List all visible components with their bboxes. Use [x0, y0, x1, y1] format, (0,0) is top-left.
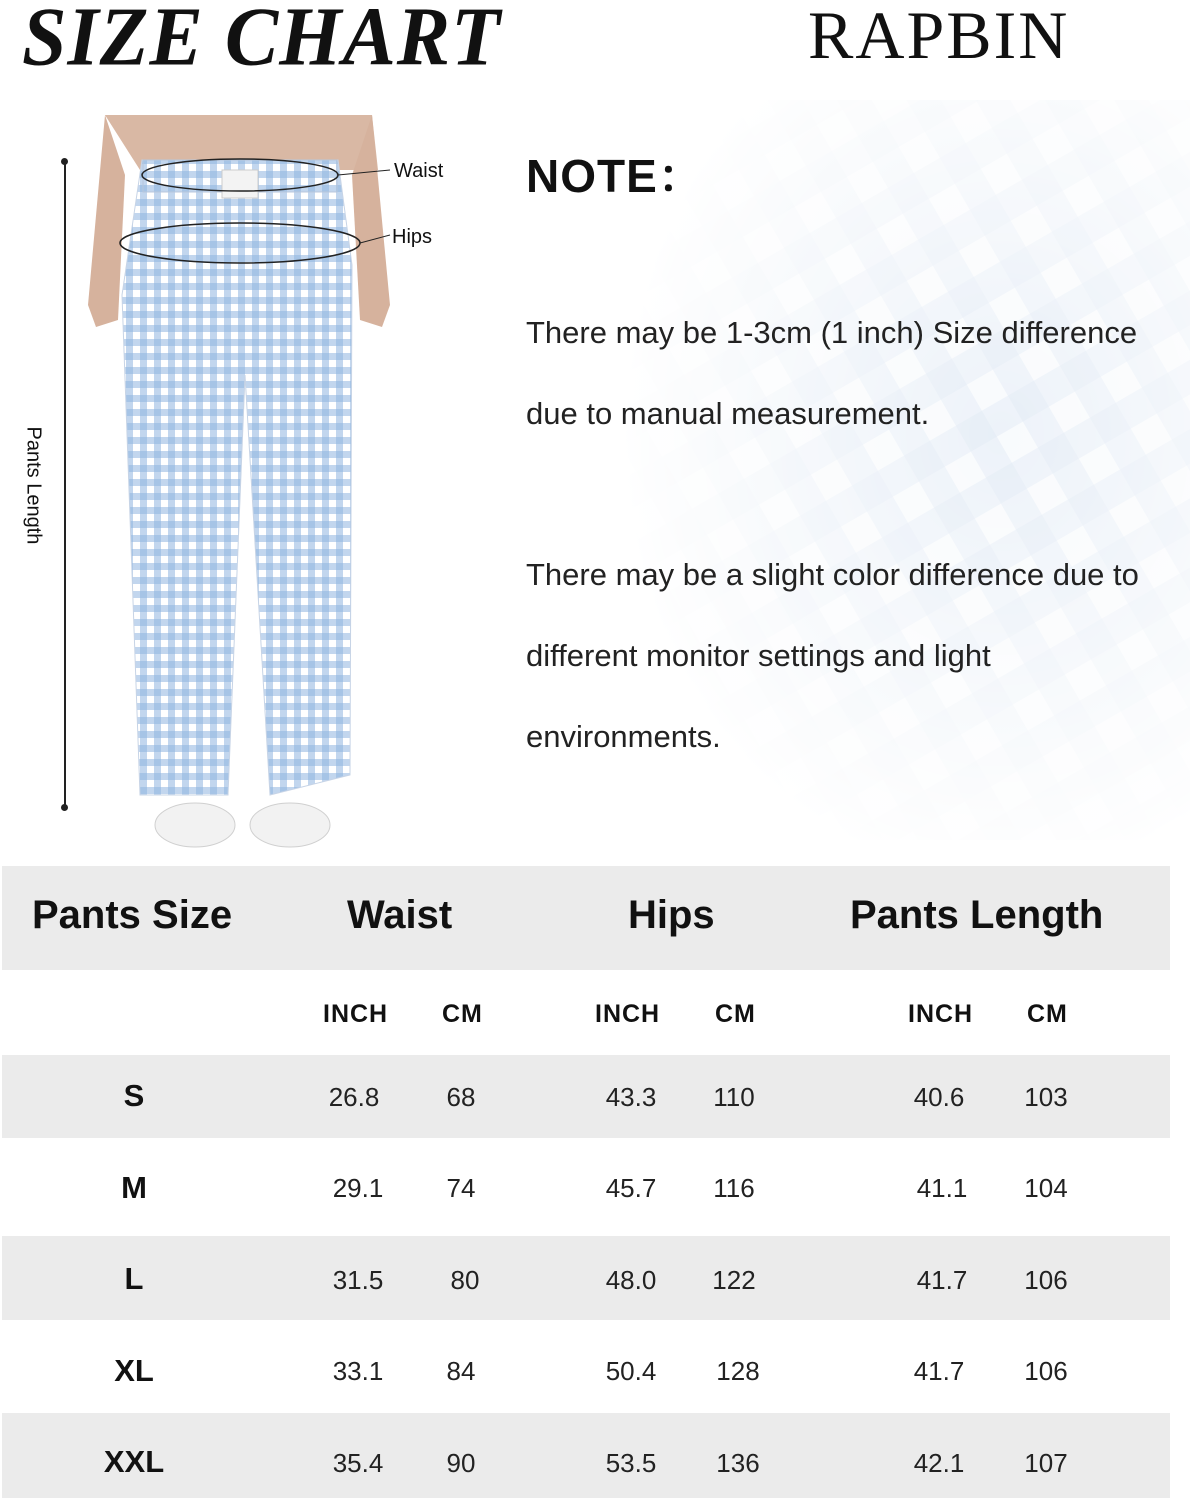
value-cell: 106 [1024, 1265, 1068, 1295]
size-cell: L [124, 1261, 144, 1296]
header-pants-size: Pants Size [32, 893, 233, 937]
value-cell: 48.0 [605, 1265, 657, 1295]
value-cell: 103 [1024, 1082, 1068, 1112]
value-cell: 116 [713, 1173, 755, 1203]
header-waist: Waist [347, 893, 453, 937]
value-cell: 136 [716, 1448, 760, 1478]
model-figure [0, 115, 480, 855]
value-cell: 74 [446, 1173, 476, 1203]
unit-length-inch: INCH [908, 1000, 974, 1028]
value-cell: 128 [716, 1356, 760, 1386]
waist-label: Waist [394, 160, 444, 182]
header-hips: Hips [628, 893, 715, 937]
value-cell: 107 [1024, 1448, 1068, 1478]
value-cell: 41.1 [916, 1173, 968, 1203]
value-cell: 31.5 [332, 1265, 384, 1295]
value-cell: 29.1 [332, 1173, 384, 1203]
value-cell: 84 [446, 1356, 476, 1386]
value-cell: 33.1 [332, 1356, 384, 1386]
size-cell: XXL [103, 1444, 165, 1479]
value-cell: 110 [713, 1082, 755, 1112]
size-cell: M [121, 1170, 147, 1205]
value-cell: 68 [446, 1082, 476, 1112]
unit-hips-inch: INCH [595, 1000, 661, 1028]
value-cell: 41.7 [913, 1356, 965, 1386]
size-cell: XL [114, 1353, 154, 1388]
value-cell: 53.5 [605, 1448, 657, 1478]
value-cell: 35.4 [332, 1448, 384, 1478]
value-cell: 45.7 [605, 1173, 657, 1203]
unit-waist-inch: INCH [323, 1000, 389, 1028]
note-paragraph-2: There may be a slight color difference due to different monitor settings and light environments. [526, 557, 1139, 754]
value-cell: 90 [446, 1448, 476, 1478]
value-cell: 26.8 [328, 1082, 380, 1112]
value-cell: 80 [450, 1265, 480, 1295]
header-pants-length: Pants Length [850, 893, 1104, 937]
note-paragraph-1: There may be 1-3cm (1 inch) Size difference due to manual measurement. [526, 315, 1138, 431]
hips-label: Hips [392, 226, 433, 248]
note-title: NOTE： [526, 150, 705, 202]
value-cell: 106 [1024, 1356, 1068, 1386]
length-bottom-dot [61, 804, 68, 811]
value-cell: 50.4 [605, 1356, 657, 1386]
brand-logo: RAPBIN [808, 0, 1070, 73]
size-chart-title: SIZE CHART [22, 0, 502, 84]
value-cell: 43.3 [605, 1082, 657, 1112]
length-top-dot [61, 158, 68, 165]
value-cell: 40.6 [913, 1082, 965, 1112]
length-measure-line [64, 162, 66, 808]
value-cell: 104 [1024, 1173, 1068, 1203]
value-cell: 41.7 [916, 1265, 968, 1295]
value-cell: 42.1 [913, 1448, 965, 1478]
unit-waist-cm: CM [442, 1000, 483, 1028]
size-cell: S [123, 1078, 145, 1113]
pants-length-label: Pants Length [22, 426, 45, 545]
unit-length-cm: CM [1027, 1000, 1068, 1028]
value-cell: 122 [712, 1265, 756, 1295]
unit-hips-cm: CM [715, 1000, 756, 1028]
